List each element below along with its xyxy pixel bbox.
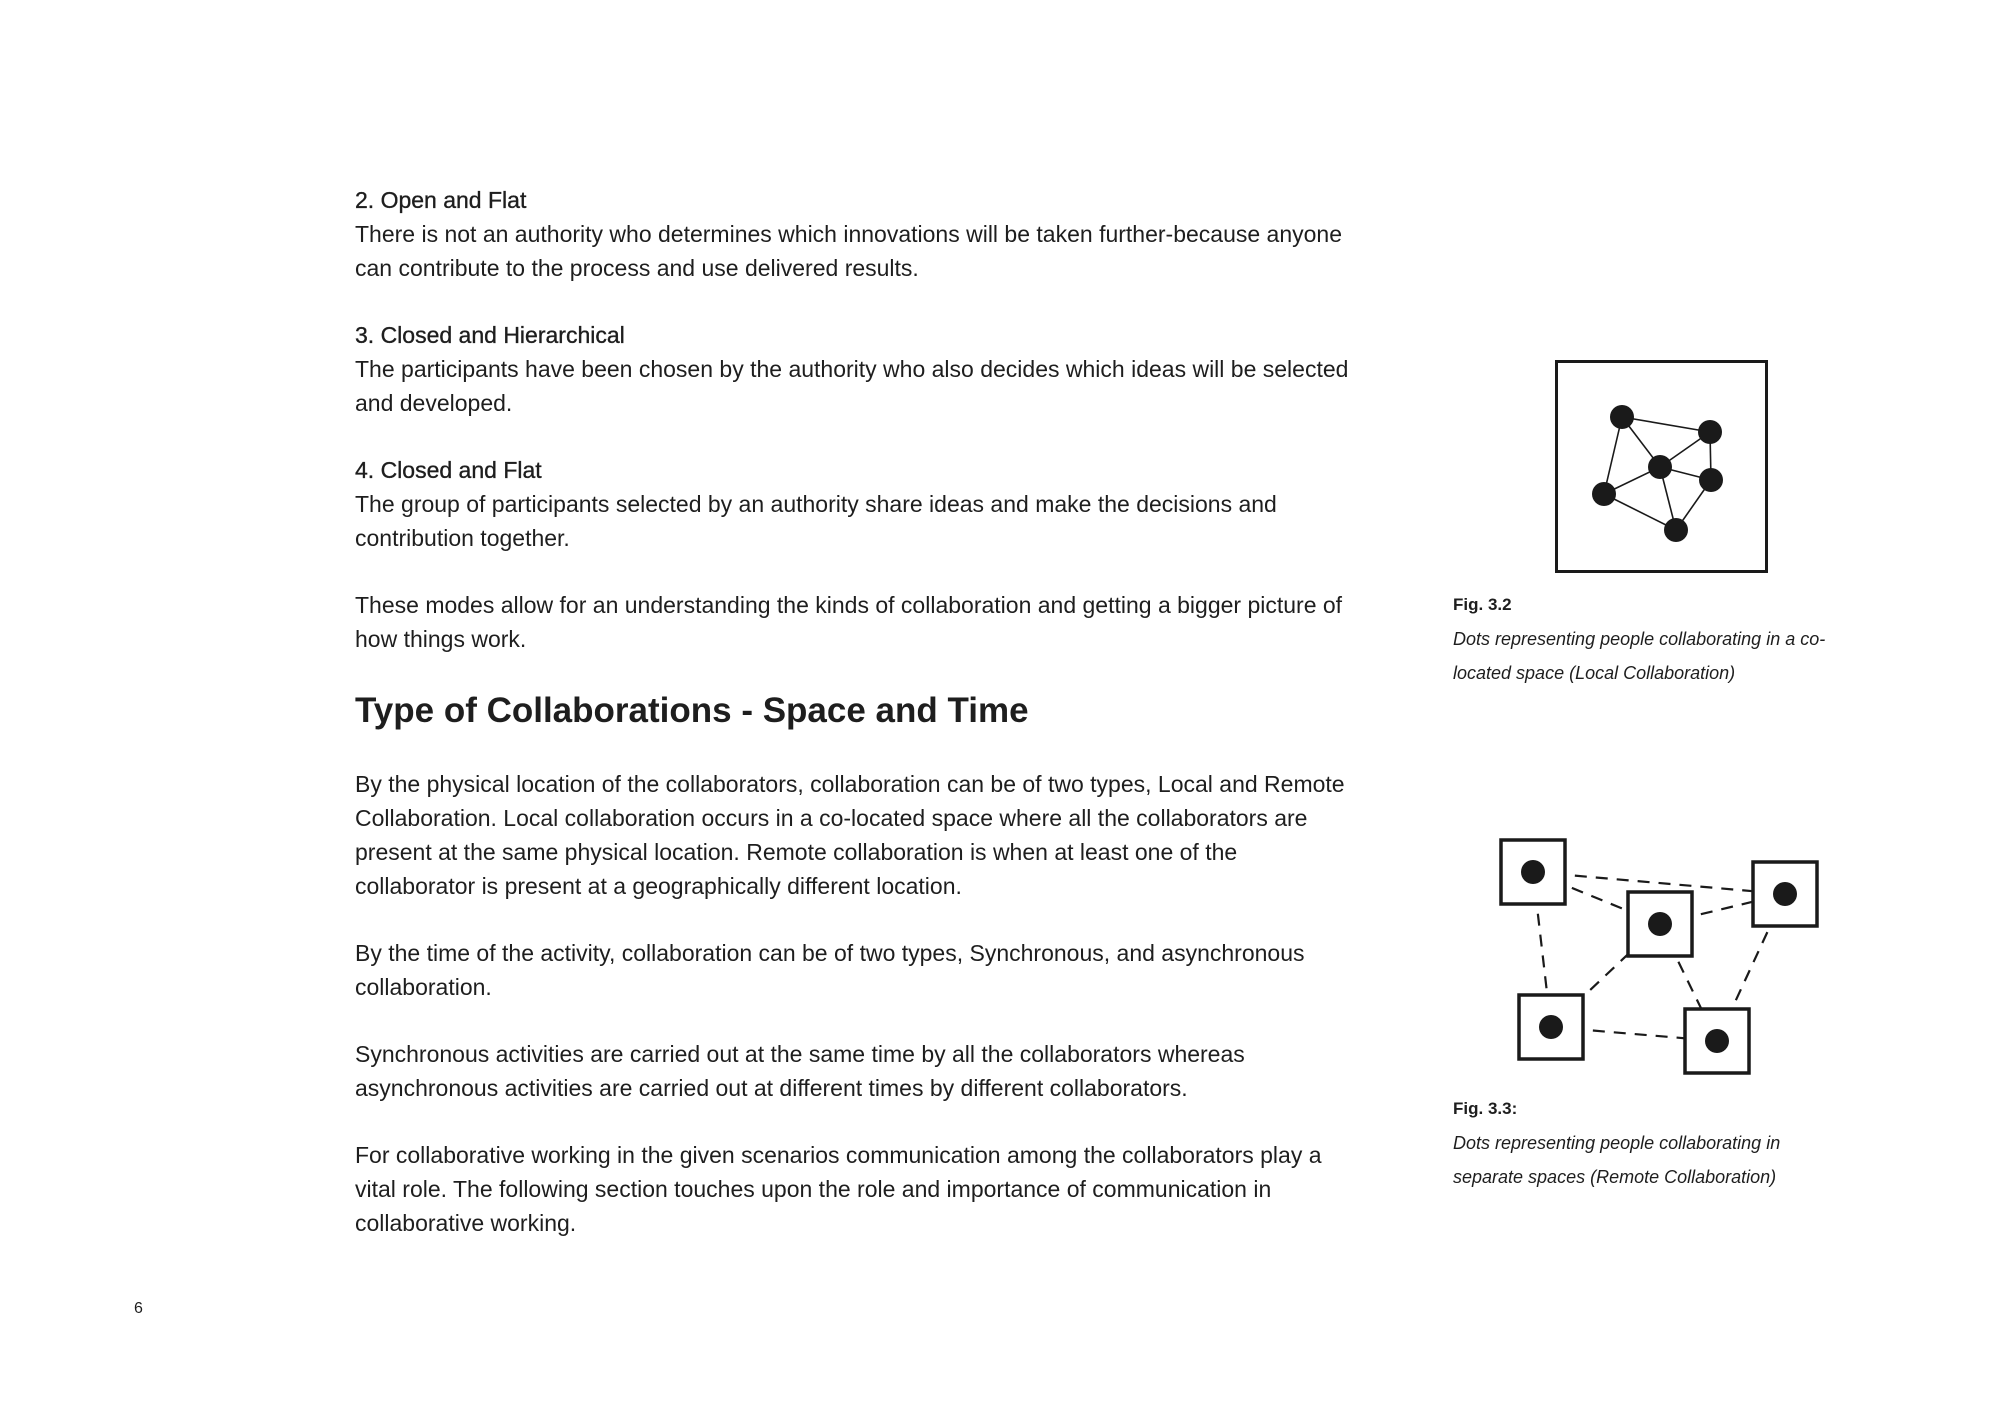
figure-label: Fig. 3.3: xyxy=(1453,1099,1518,1118)
person-dot xyxy=(1648,455,1672,479)
figure-local-collaboration xyxy=(1555,360,1770,576)
intro-paragraph: These modes allow for an understanding the kinds of collaboration and getting a bigger picture of how things work. xyxy=(355,592,1343,652)
figure-label: Fig. 3.2 xyxy=(1453,595,1512,614)
person-dot xyxy=(1592,482,1616,506)
person-dot xyxy=(1699,468,1723,492)
figure-local-caption-block xyxy=(1453,588,1853,690)
item-closed-hierarchical xyxy=(355,318,1355,420)
paragraph-communication: For collaborative working in the given scenarios communication among the collaborators play a vital role. The following section touches upon the role and importance of communication in collaborative working. xyxy=(355,1142,1322,1236)
item-open-flat xyxy=(355,183,1355,285)
page-number: 6 xyxy=(134,1300,143,1317)
person-dot xyxy=(1705,1029,1729,1053)
item-body: There is not an authority who determines which innovations will be taken further-because anyone can contribute to the process and use delivered results. xyxy=(355,221,1343,281)
item-body: The participants have been chosen by the authority who also decides which ideas will be selected and developed. xyxy=(355,356,1349,416)
item-closed-flat xyxy=(355,453,1355,555)
person-dot xyxy=(1521,860,1545,884)
person-dot xyxy=(1698,420,1722,444)
paragraph-sync: Synchronous activities are carried out at the same time by all the collaborators whereas asynchronous activities are carried out at different times by different collaborators. xyxy=(355,1041,1245,1101)
figure-caption: Dots representing people collaborating in a co-located space (Local Collaboration) xyxy=(1453,629,1826,683)
figure-remote-caption-block xyxy=(1453,1092,1853,1194)
paragraph-location: By the physical location of the collaborators, collaboration can be of two types, Local and Remote Collaboration. Local collaboration occurs in a co-located space where all the collaborators are present at the same physical location. Remote collaboration is when at least one of the collaborator is present at a geographically different location. xyxy=(355,771,1345,899)
local-collaboration-network-diagram xyxy=(1555,360,1770,576)
section-title: Type of Collaborations - Space and Time xyxy=(355,691,1029,730)
item-heading: 2. Open and Flat xyxy=(355,187,527,213)
item-heading: 4. Closed and Flat xyxy=(355,457,542,483)
person-dot xyxy=(1664,518,1688,542)
main-text-column xyxy=(355,183,1355,1273)
paragraph-time: By the time of the activity, collaboration can be of two types, Synchronous, and asynchronous collaboration. xyxy=(355,940,1305,1000)
item-body: The group of participants selected by an authority share ideas and make the decisions and contribution together. xyxy=(355,491,1277,551)
remote-collaboration-network-diagram xyxy=(1495,832,1825,1082)
person-dot xyxy=(1648,912,1672,936)
person-dot xyxy=(1539,1015,1563,1039)
figure-caption: Dots representing people collaborating in separate spaces (Remote Collaboration) xyxy=(1453,1133,1781,1187)
item-heading: 3. Closed and Hierarchical xyxy=(355,322,625,348)
person-dot xyxy=(1610,405,1634,429)
person-dot xyxy=(1773,882,1797,906)
figure-remote-collaboration xyxy=(1495,832,1825,1082)
